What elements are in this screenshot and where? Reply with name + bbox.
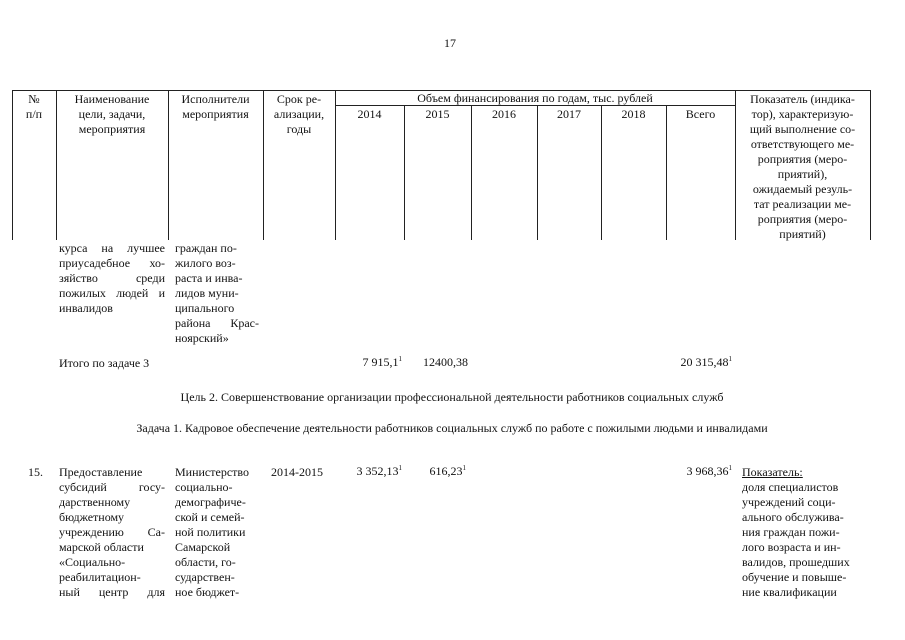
text-line: ноярский» [175, 331, 229, 345]
row15-executors [175, 465, 261, 600]
header-number: № п/п [25, 92, 43, 121]
task3-total-2015: 12400,38 [423, 355, 468, 369]
text-line: дарственному [59, 495, 131, 509]
table-right-border [870, 90, 871, 240]
goal-heading: Цель 2. Совершенствование организации профессиональной деятельности работников социальных служб [180, 390, 724, 404]
column-divider [601, 105, 602, 240]
text-line: ального обслужива- [742, 510, 844, 524]
header-term: Срок ре- ализации, годы [273, 92, 325, 136]
continued-row-executors [175, 241, 259, 346]
header-name: Наименование цели, задачи, мероприятия [74, 92, 150, 136]
row15-total: 3 968,36$^1$ [686, 464, 732, 478]
text-line: района Крас- [175, 316, 259, 330]
header-year-2017: 2017 [557, 107, 581, 121]
text-line: учреждений соци- [742, 495, 836, 509]
text-line: марской области [59, 540, 144, 554]
task3-total-2014: 7 915,1$^1$ [362, 355, 402, 369]
text-line: социально- [175, 480, 233, 494]
header-year-2014: 2014 [357, 107, 382, 121]
text-line: демографиче- [175, 495, 246, 509]
text-line: сударствен- [175, 570, 235, 584]
text-line: ный центр для [59, 585, 165, 599]
text-line: «Социально- [59, 555, 126, 569]
page-number: 17 [444, 36, 456, 50]
text-line: ской и семей- [175, 510, 245, 524]
text-line: доля специалистов [742, 480, 839, 494]
text-line: граждан по- [175, 241, 237, 255]
text-line: ное бюджет- [175, 585, 240, 599]
row15-2015: 616,23$^1$ [429, 464, 466, 478]
text-line: раста и инва- [175, 271, 243, 285]
header-year-2015: 2015 [425, 107, 450, 121]
text-line: области, го- [175, 555, 236, 569]
row15-indicator [742, 465, 872, 600]
text-line: приусадебное хо- [59, 256, 165, 270]
header-total: Всего [685, 107, 716, 121]
column-divider [471, 105, 472, 240]
header-indicator: Показатель (индика- тор), характеризую- щий выполнение со- ответствующего ме- роприятия (меро- приятий), ожидаемый резуль- тат реализации ме- роприятия (меро- приятий) [749, 92, 856, 241]
text-line: ной политики [175, 525, 246, 539]
row15-name [59, 465, 165, 600]
header-financing: Объем финансирования по годам, тыс. рублей [417, 91, 653, 105]
task3-total-all: 20 315,48$^1$ [680, 355, 732, 369]
header-year-2018: 2018 [621, 107, 646, 121]
text-line: Предоставление [59, 465, 143, 479]
column-divider [537, 105, 538, 240]
text-line: Министерство [175, 465, 249, 479]
row15-2014: 3 352,13$^1$ [356, 464, 402, 478]
text-line: Самарской [175, 540, 231, 554]
text-line: лого возраста и ин- [742, 540, 841, 554]
row15-number: 15. [28, 465, 43, 479]
text-line: учреждению Са- [59, 525, 165, 539]
text-line: жилого воз- [175, 256, 236, 270]
indicator-label: Показатель: [742, 465, 803, 479]
text-line: инвалидов [59, 301, 113, 315]
text-line: ние квалификации [742, 585, 837, 599]
text-line: реабилитацион- [59, 570, 141, 584]
continued-row-name [59, 241, 165, 316]
text-line: субсидий госу- [59, 480, 165, 494]
text-line: бюджетному [59, 510, 125, 524]
header-year-2016: 2016 [492, 107, 516, 121]
text-line: пожилых людей и [59, 286, 165, 300]
column-divider [404, 105, 405, 240]
text-line: зяйство среди [59, 271, 165, 285]
task-heading: Задача 1. Кадровое обеспечение деятельности работников социальных служб по работе с пожилыми людьми и инвалидами [136, 421, 768, 435]
column-divider [666, 105, 667, 240]
row15-term: 2014-2015 [271, 465, 323, 479]
task3-total-label: Итого по задаче 3 [59, 356, 150, 370]
text-line: лидов муни- [175, 286, 239, 300]
text-line: ния граждан пожи- [742, 525, 840, 539]
text-line: валидов, прошедших [742, 555, 850, 569]
text-line: ципального [175, 301, 235, 315]
text-line: обучение и повыше- [742, 570, 847, 584]
header-executors: Исполнители мероприятия [181, 92, 250, 121]
text-line: курса на лучшее [59, 241, 165, 255]
